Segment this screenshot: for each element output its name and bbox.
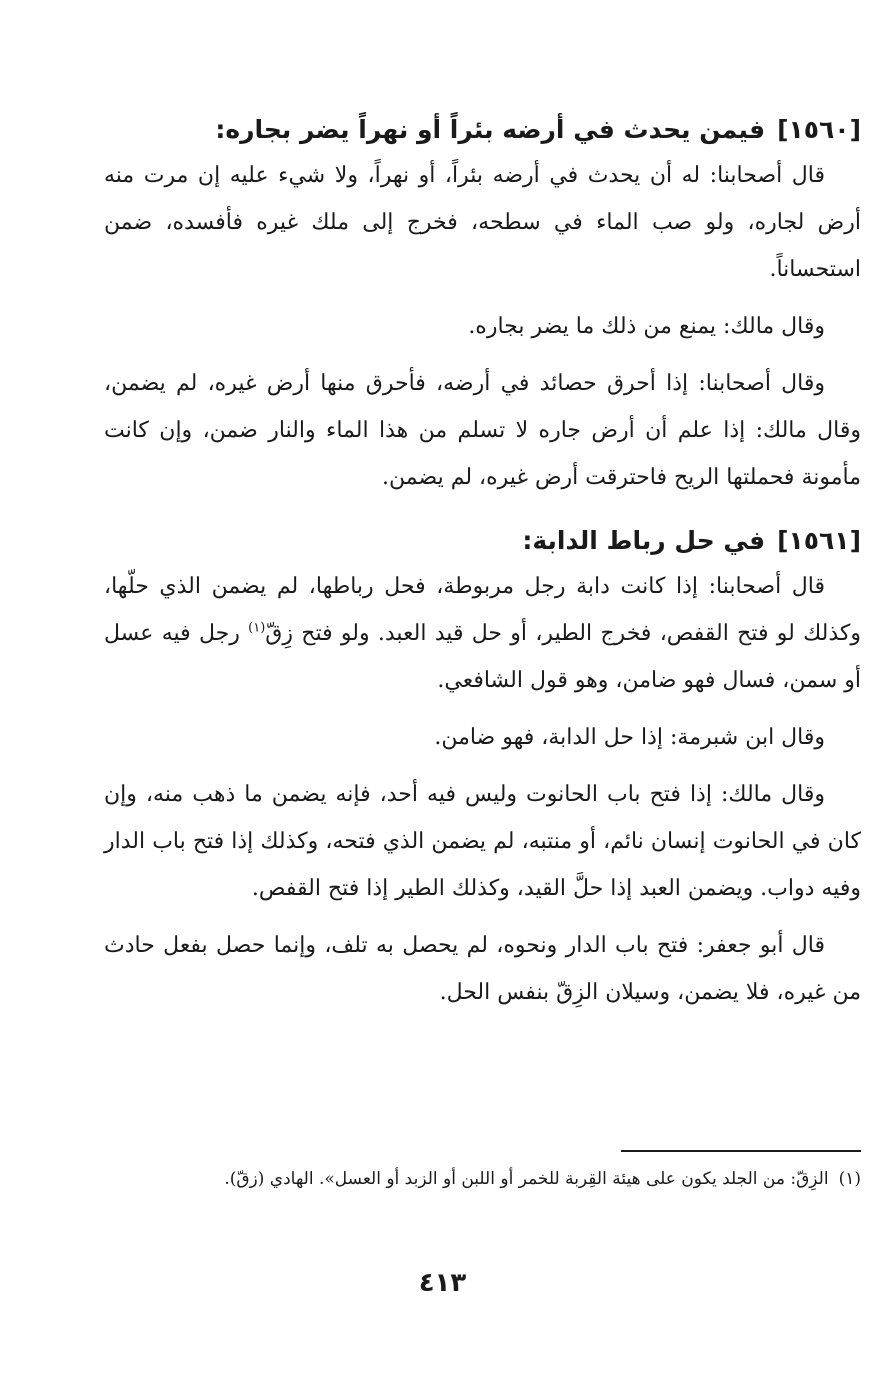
page-number: ٤١٣ [418,1268,467,1298]
paragraph [104,563,861,704]
paragraph: وقال مالك: يمنع من ذلك ما يضر بجاره. [468,314,825,339]
paragraph: وقال مالك: إذا فتح باب الحانوت وليس فيه أحد، فإنه يضمن ما ذهب منه، وإن كان في الحانوت إنسان نائم، أو منتبه، لم يضمن الذي فتحه، وكذلك إذا فتح باب الدار وفيه دواب. ويضمن العبد إذا حلَّ القيد، وكذلك الطير إذا فتح القفص. [104,782,861,901]
paragraph: وقال ابن شبرمة: إذا حل الدابة، فهو ضامن. [434,725,825,750]
footnote-reference[interactable]: (١) [248,620,266,636]
section-number: [١٥٦١] [777,526,861,555]
section-title: فيمن يحدث في أرضه بئراً أو نهراً يضر بجاره: [215,115,766,144]
footnote [104,1163,861,1195]
paragraph-text: رجل فيه عسل أو سمن، فسال فهو ضامن، وهو قول الشافعي. [104,621,861,693]
section-title: في حل رباط الدابة: [522,526,766,555]
paragraph: وقال أصحابنا: إذا أحرق حصائد في أرضه، فأحرق منها أرض غيره، لم يضمن، وقال مالك: إذا علم أن أرض جاره لا تسلم من هذا الماء والنار ضمن، وإن كانت مأمونة فحملتها الريح فاحترقت أرض غيره، لم يضمن. [104,371,861,490]
paragraph: قال أبو جعفر: فتح باب الدار ونحوه، لم يحصل به تلف، وإنما حصل بفعل حادث من غيره، فلا يضمن، وسيلان الزِقّ بنفس الحل. [104,933,861,1005]
footnote-text: الزِقّ: من الجلد يكون على هيئة القِربة للخمر أو اللبن أو الزبد أو العسل». الهادي (زقّ). [224,1169,829,1189]
section-heading-1560 [104,108,861,152]
footnote-mark: (١) [838,1169,861,1189]
paragraph: قال أصحابنا: له أن يحدث في أرضه بئراً، أو نهراً، ولا شيء عليه إن مرت منه أرض لجاره، ولو صب الماء في سطحه، فخرج إلى ملك غيره فأفسده، ضمن استحساناً. [104,163,861,282]
footnote-divider [621,1150,861,1152]
section-heading-1561 [104,519,861,563]
paragraph-text: قال أصحابنا: إذا كانت دابة رجل مربوطة، فحل رباطها، لم يضمن الذي حلّها، وكذلك لو فتح القفص، فخرج الطير، أو حل قيد العبد. ولو فتح زِقّ [104,574,861,646]
section-number: [١٥٦٠] [777,115,861,144]
page-body [104,108,861,1016]
